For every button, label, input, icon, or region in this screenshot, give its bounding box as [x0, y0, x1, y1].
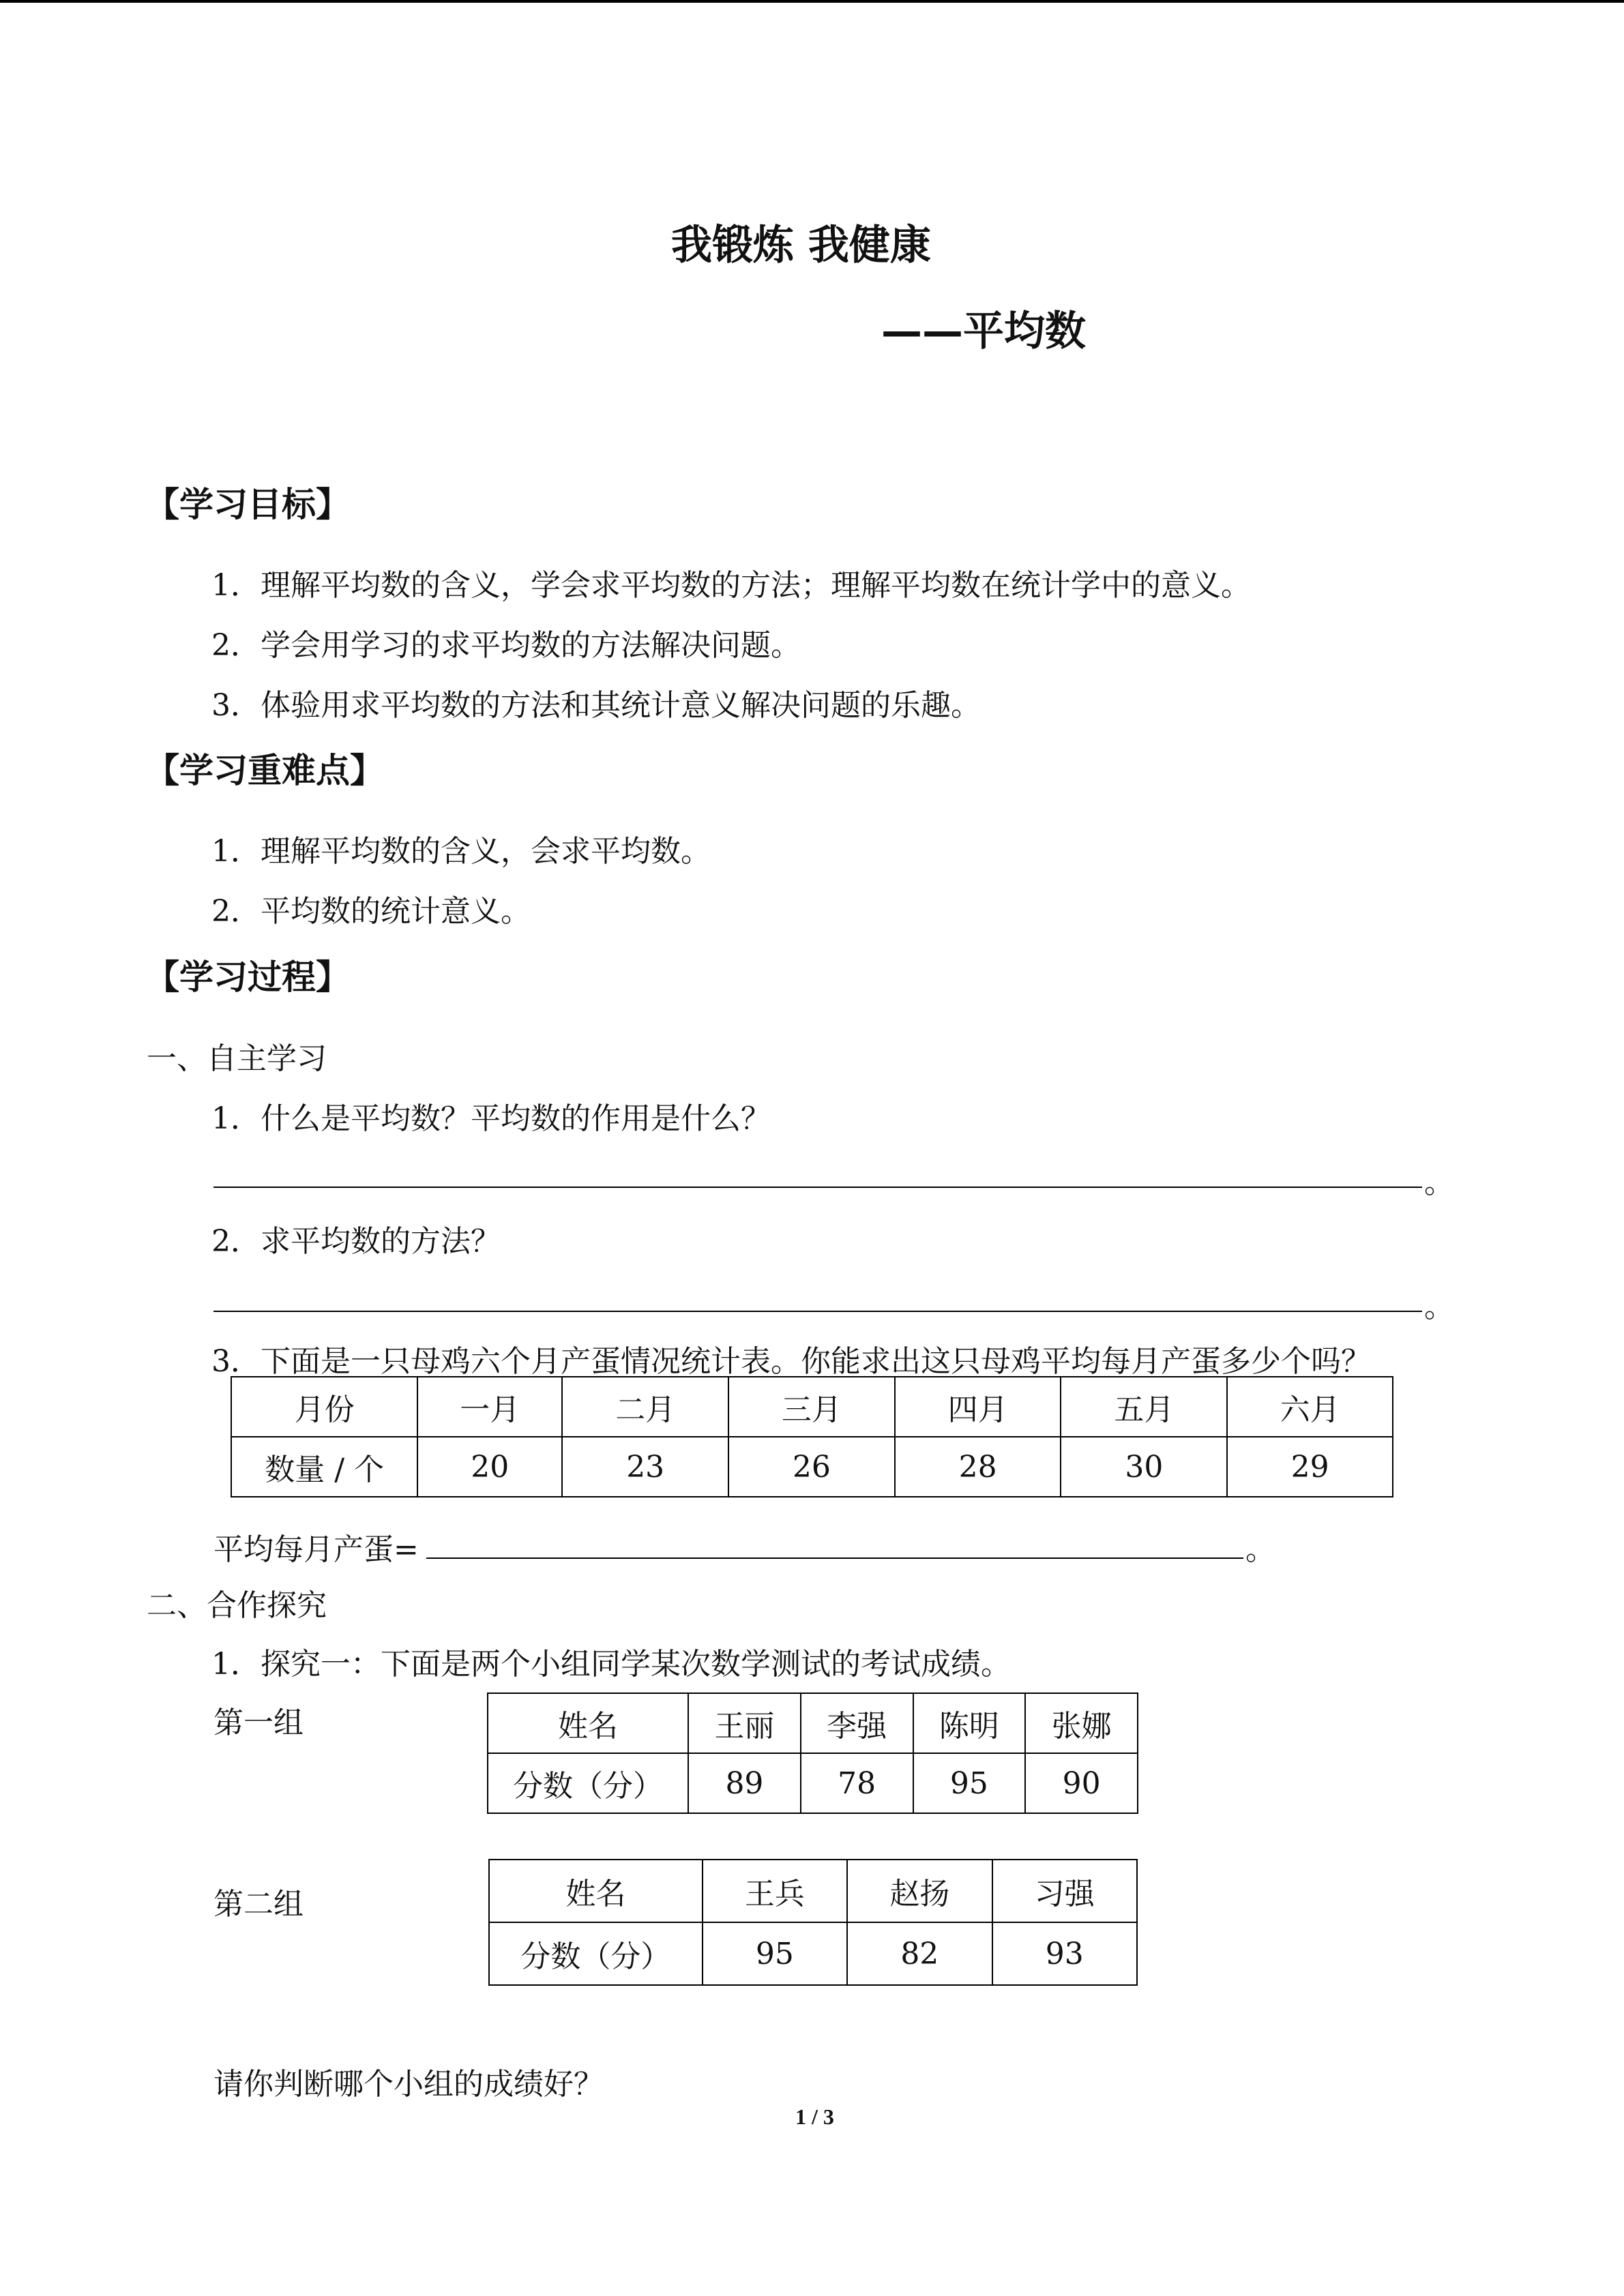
goal-item: 2．学会用学习的求平均数的方法解决问题。: [211, 628, 801, 663]
group2-label: 第二组: [213, 1887, 304, 1922]
top-border: [0, 0, 1624, 3]
group1-score-table: [487, 1693, 1138, 1814]
page-title: 我锻炼 我健康: [671, 222, 931, 269]
egg-production-table: [231, 1376, 1393, 1497]
table-cell: 26: [728, 1437, 895, 1497]
table-cell: 六月: [1227, 1377, 1393, 1437]
part2-label: 二、合作探究: [147, 1588, 327, 1623]
table-cell: 82: [847, 1922, 992, 1985]
table-cell: 赵扬: [847, 1860, 992, 1922]
table-row: [489, 1922, 1137, 1985]
table-cell: 分数（分）: [489, 1922, 703, 1985]
table-row: [488, 1693, 1138, 1753]
table-cell: 王丽: [688, 1693, 801, 1753]
table-cell: 王兵: [703, 1860, 847, 1922]
table-cell: 陈明: [913, 1693, 1026, 1753]
keypoint-item: 1．理解平均数的含义，会求平均数。: [211, 834, 711, 869]
keypoint-item: 2．平均数的统计意义。: [211, 894, 531, 929]
table-cell: 四月: [895, 1377, 1061, 1437]
table-cell: 习强: [992, 1860, 1137, 1922]
judge-question: 请你判断哪个小组的成绩好？: [213, 2067, 604, 2102]
page-number: 1 / 3: [795, 2104, 834, 2129]
question-2: 2．求平均数的方法？: [211, 1224, 501, 1259]
period-mark: 。: [1424, 1165, 1454, 1200]
table-cell: 89: [688, 1753, 801, 1813]
table-cell: 20: [417, 1437, 562, 1497]
table-cell: 月份: [231, 1377, 417, 1437]
table-row: [488, 1753, 1138, 1813]
question-1: 1．什么是平均数？平均数的作用是什么？: [211, 1101, 771, 1136]
table-cell: 五月: [1061, 1377, 1227, 1437]
table-cell: 78: [801, 1753, 913, 1813]
explore-question-1: 1．探究一：下面是两个小组同学某次数学测试的考试成绩。: [211, 1647, 1011, 1682]
question-3: 3．下面是一只母鸡六个月产蛋情况统计表。你能求出这只母鸡平均每月产蛋多少个吗？: [211, 1344, 1371, 1379]
table-cell: 95: [703, 1922, 847, 1985]
table-cell: 90: [1025, 1753, 1138, 1813]
table-cell: 30: [1061, 1437, 1227, 1497]
table-cell: 一月: [417, 1377, 562, 1437]
table-cell: 23: [562, 1437, 728, 1497]
keypoints-heading: 【学习重难点】: [145, 751, 384, 790]
answer-line-2[interactable]: [213, 1311, 1422, 1312]
process-heading: 【学习过程】: [145, 957, 350, 997]
page-subtitle: ——平均数: [881, 308, 1086, 355]
goal-item: 3．体验用求平均数的方法和其统计意义解决问题的乐趣。: [211, 688, 981, 723]
part1-label: 一、自主学习: [147, 1041, 327, 1076]
table-cell: 93: [992, 1922, 1137, 1985]
table-cell: 28: [895, 1437, 1061, 1497]
table-row: [231, 1437, 1393, 1497]
table-cell: 姓名: [488, 1693, 688, 1753]
answer-line-1[interactable]: [213, 1187, 1422, 1188]
goals-heading: 【学习目标】: [145, 485, 350, 524]
table-row: [489, 1860, 1137, 1922]
table-cell: 95: [913, 1753, 1026, 1813]
group1-label: 第一组: [213, 1705, 304, 1740]
group2-score-table: [488, 1859, 1138, 1986]
average-eggs-label: 平均每月产蛋=: [213, 1532, 419, 1567]
table-cell: 姓名: [489, 1860, 703, 1922]
goal-item: 1．理解平均数的含义，学会求平均数的方法；理解平均数在统计学中的意义。: [211, 568, 1251, 603]
table-cell: 张娜: [1025, 1693, 1138, 1753]
table-cell: 29: [1227, 1437, 1393, 1497]
table-cell: 二月: [562, 1377, 728, 1437]
table-row: [231, 1377, 1393, 1437]
period-mark: 。: [1424, 1289, 1454, 1324]
table-cell: 数量 / 个: [231, 1437, 417, 1497]
table-cell: 李强: [801, 1693, 913, 1753]
table-cell: 三月: [728, 1377, 895, 1437]
period-mark: 。: [1245, 1532, 1275, 1567]
table-cell: 分数（分）: [488, 1753, 688, 1813]
average-answer-line[interactable]: [426, 1557, 1243, 1559]
